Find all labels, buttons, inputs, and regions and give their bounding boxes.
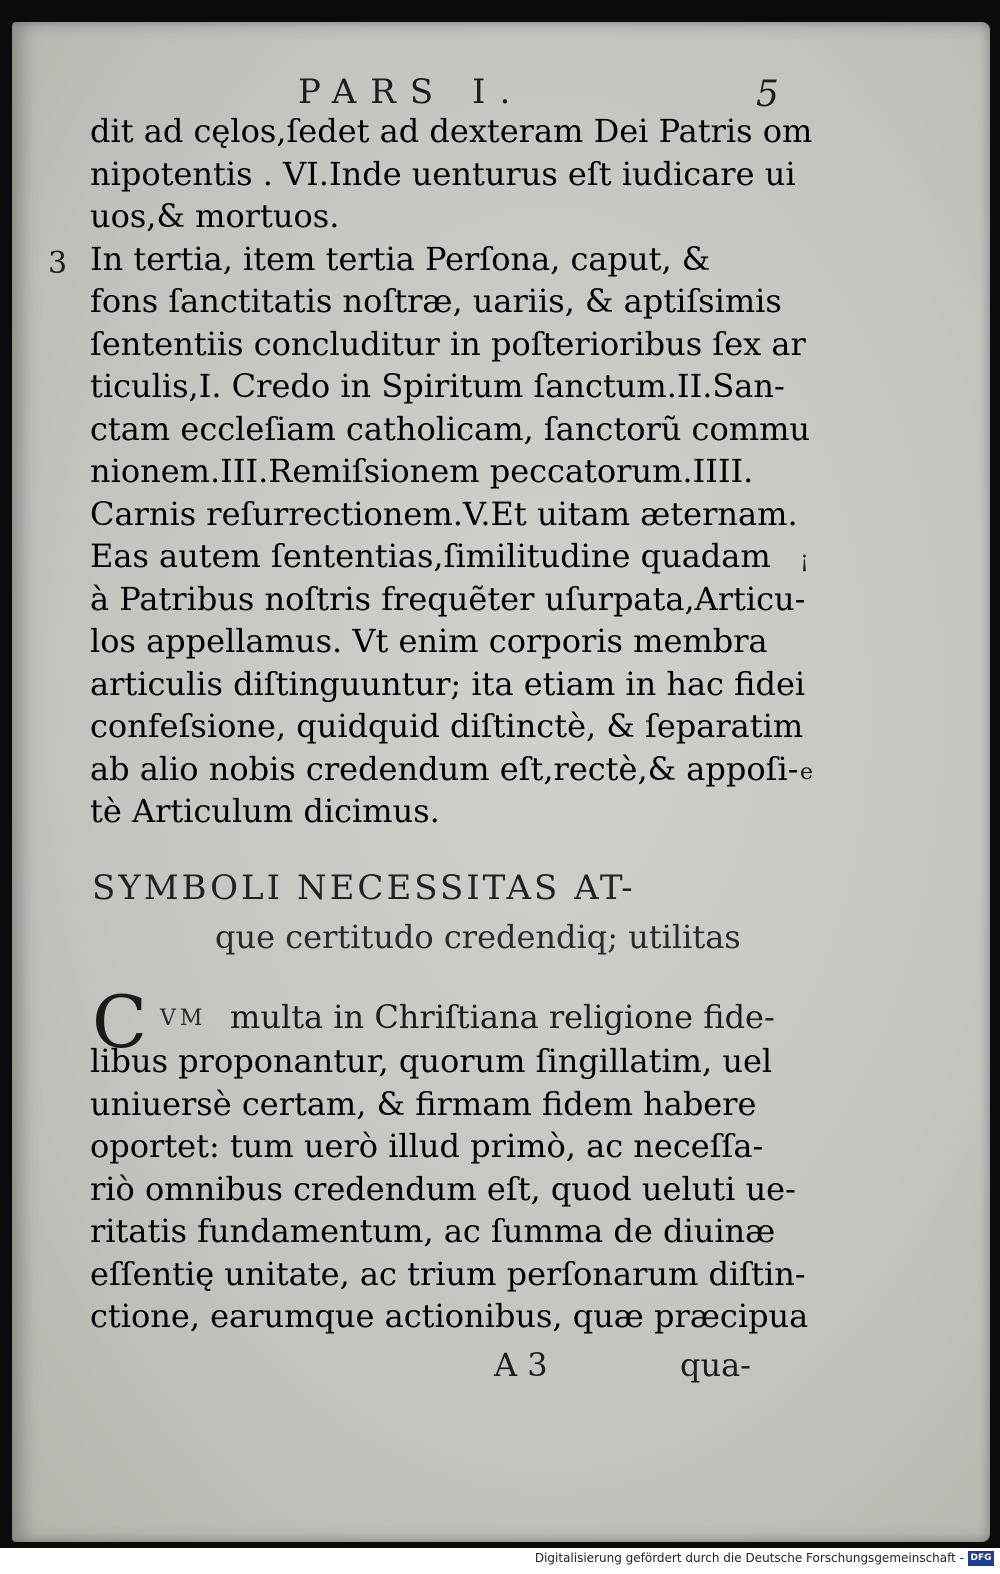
text-line: articulis diſtinguuntur; ita etiam in hac fidei — [90, 664, 806, 703]
text-line: eſſentię unitate, ac trium perſonarum diſtin- — [90, 1254, 806, 1293]
text-line: dit ad cęlos,ſedet ad dexteram Dei Patris om — [90, 112, 813, 150]
body-text-top — [90, 110, 813, 833]
text-line: ctam eccleſiam catholicam, ſanctorũ commu — [90, 409, 811, 448]
body-text-bottom — [90, 1040, 809, 1338]
section-subheading: que certitudo credendiq; utilitas — [215, 918, 741, 956]
text-line: uos,& mortuos. — [90, 197, 340, 235]
text-line: Eas autem ſententias,ſimilitudine quadam — [90, 537, 771, 575]
margin-mark-right: e — [800, 760, 814, 785]
text-line: confeſsione, quidquid diſtinctè, & ſeparatim — [90, 707, 804, 745]
text-line: ctione, earumque actionibus, quæ præcipua — [90, 1297, 809, 1335]
text-line: multa in Chriſtiana religione fide- — [230, 998, 775, 1036]
text-line: nionem.III.Remiſsionem peccatorum.IIII. — [90, 452, 754, 490]
text-line: nipotentis . VI.Inde uenturus eſt iudicare ui — [90, 154, 796, 193]
drop-cap: C — [92, 980, 148, 1064]
dfg-logo-icon: DFG — [968, 1551, 994, 1566]
text-line: à Patribus noſtris frequẽter uſurpata,Articu- — [90, 579, 806, 618]
footer-credit: Digitalisierung gefördert durch die Deutsche Forschungsgemeinschaft - — [534, 1551, 964, 1565]
margin-mark-right: ¡ — [800, 548, 809, 573]
text-line: oportet: tum uerò illud primò, ac neceſſa- — [90, 1127, 764, 1165]
text-line: In tertia, item tertia Perſona, caput, & — [90, 239, 711, 278]
text-line: uniuersè certam, & firmam fidem habere — [90, 1084, 757, 1123]
text-line: fons ſanctitatis noſtræ, uariis, & aptiſsimis — [90, 282, 782, 320]
small-caps: VM — [160, 1006, 207, 1031]
page-number: 5 — [756, 74, 779, 115]
catchword: qua- — [680, 1346, 751, 1384]
text-line: ab alio nobis credendum eſt,rectè,& appoſi- — [90, 749, 799, 788]
text-line: tè Articulum dicimus. — [90, 792, 440, 830]
section-heading: SYMBOLI NECESSITAS AT- — [92, 868, 636, 908]
text-line: los appellamus. Vt enim corporis membra — [90, 622, 768, 660]
text-line: ritatis fundamentum, ac ſumma de diuinæ — [90, 1212, 776, 1250]
running-head: PARS I. — [298, 72, 525, 112]
margin-note-left: 3 — [48, 246, 68, 281]
text-line: Carnis reſurrectionem.V.Et uitam æternam. — [90, 494, 798, 533]
text-line: riò omnibus credendum eſt, quod ueluti ue- — [90, 1169, 796, 1208]
text-line: ticulis,I. Credo in Spiritum ſanctum.II.San- — [90, 367, 785, 405]
text-line: ſententiis concluditur in poſterioribus ſex ar — [90, 324, 806, 363]
signature-mark: A 3 — [494, 1346, 548, 1384]
text-line: libus proponantur, quorum ſingillatim, uel — [90, 1042, 773, 1080]
